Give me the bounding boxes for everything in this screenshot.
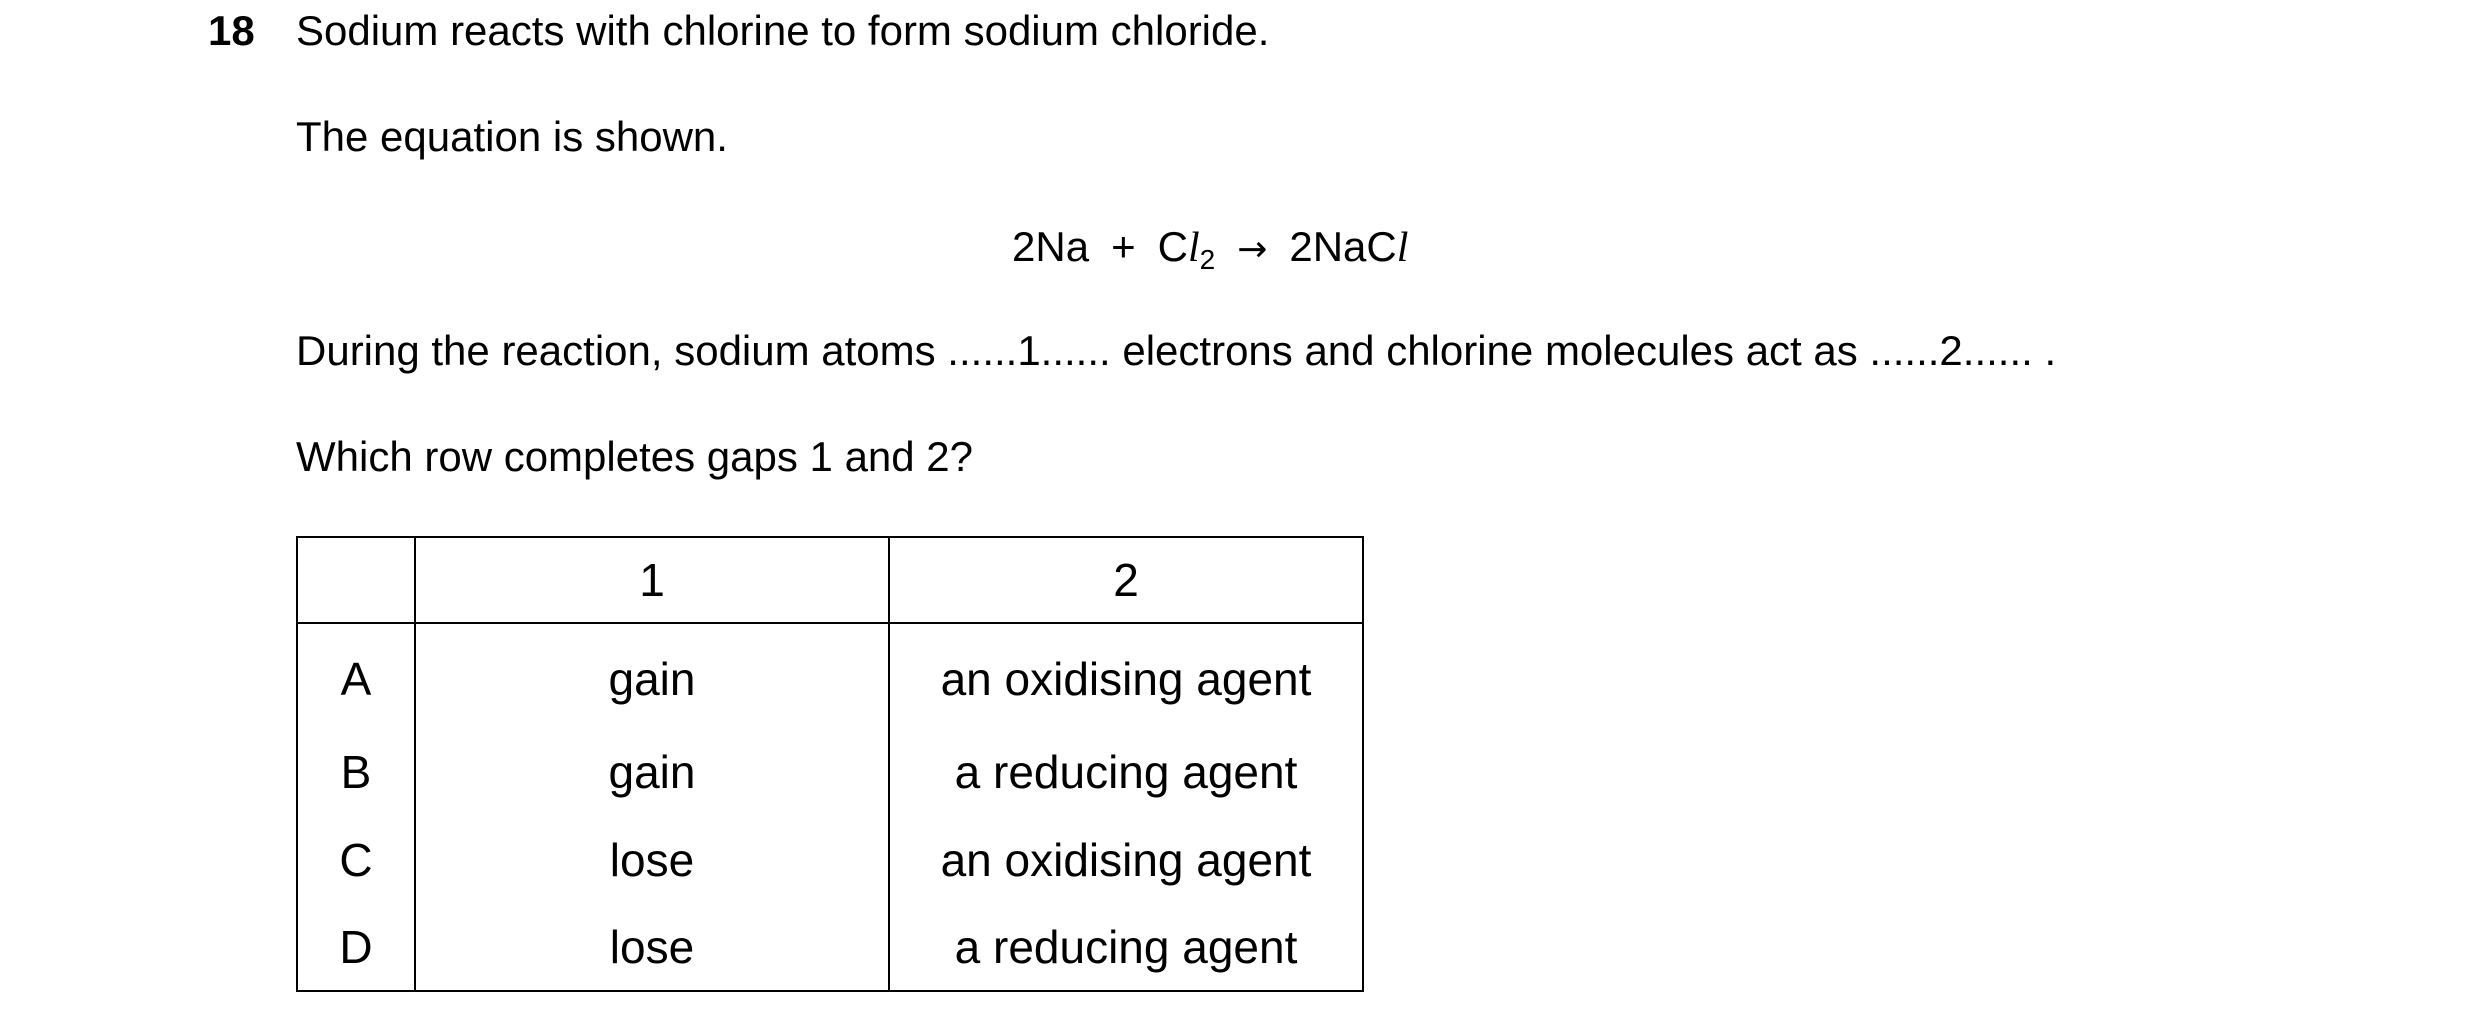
header-cell-blank xyxy=(297,537,415,623)
gap-2-cell: a reducing agent xyxy=(889,728,1363,816)
answer-table xyxy=(296,536,1364,992)
option-letter: C xyxy=(297,816,415,904)
chemical-equation xyxy=(1012,220,1408,279)
gap-2-cell: a reducing agent xyxy=(889,904,1363,991)
gap-1-cell: lose xyxy=(415,816,889,904)
equation-product: 2NaCl xyxy=(1289,223,1409,271)
gap-1-cell: lose xyxy=(415,904,889,991)
gap-2-cell: an oxidising agent xyxy=(889,623,1363,728)
question-prompt: Which row completes gaps 1 and 2? xyxy=(296,433,974,480)
table-row-b[interactable] xyxy=(297,728,1363,816)
header-cell-gap-2: 2 xyxy=(889,537,1363,623)
equation-reactant-sodium: 2Na xyxy=(1012,223,1090,270)
equation-reactant-chlorine: Cl2 xyxy=(1157,223,1216,275)
option-letter: B xyxy=(297,728,415,816)
equation-lead: The equation is shown. xyxy=(296,113,728,160)
option-letter: A xyxy=(297,623,415,728)
table-row-d[interactable] xyxy=(297,904,1363,991)
question-number: 18 xyxy=(208,7,255,54)
option-letter: D xyxy=(297,904,415,991)
gap-2-cell: an oxidising agent xyxy=(889,816,1363,904)
gap-statement: During the reaction, sodium atoms ......1...... electrons and chlorine molecules act as ......2...... . xyxy=(296,327,2057,374)
gap-1-cell: gain xyxy=(415,728,889,816)
table-row-a[interactable] xyxy=(297,623,1363,728)
header-cell-gap-1: 1 xyxy=(415,537,889,623)
reaction-arrow: → xyxy=(1237,229,1268,270)
table-header-row xyxy=(297,537,1363,623)
table-row-c[interactable] xyxy=(297,816,1363,904)
gap-1-cell: gain xyxy=(415,623,889,728)
equation-plus: + xyxy=(1111,223,1136,270)
question-intro: Sodium reacts with chlorine to form sodium chloride. xyxy=(296,7,1270,54)
